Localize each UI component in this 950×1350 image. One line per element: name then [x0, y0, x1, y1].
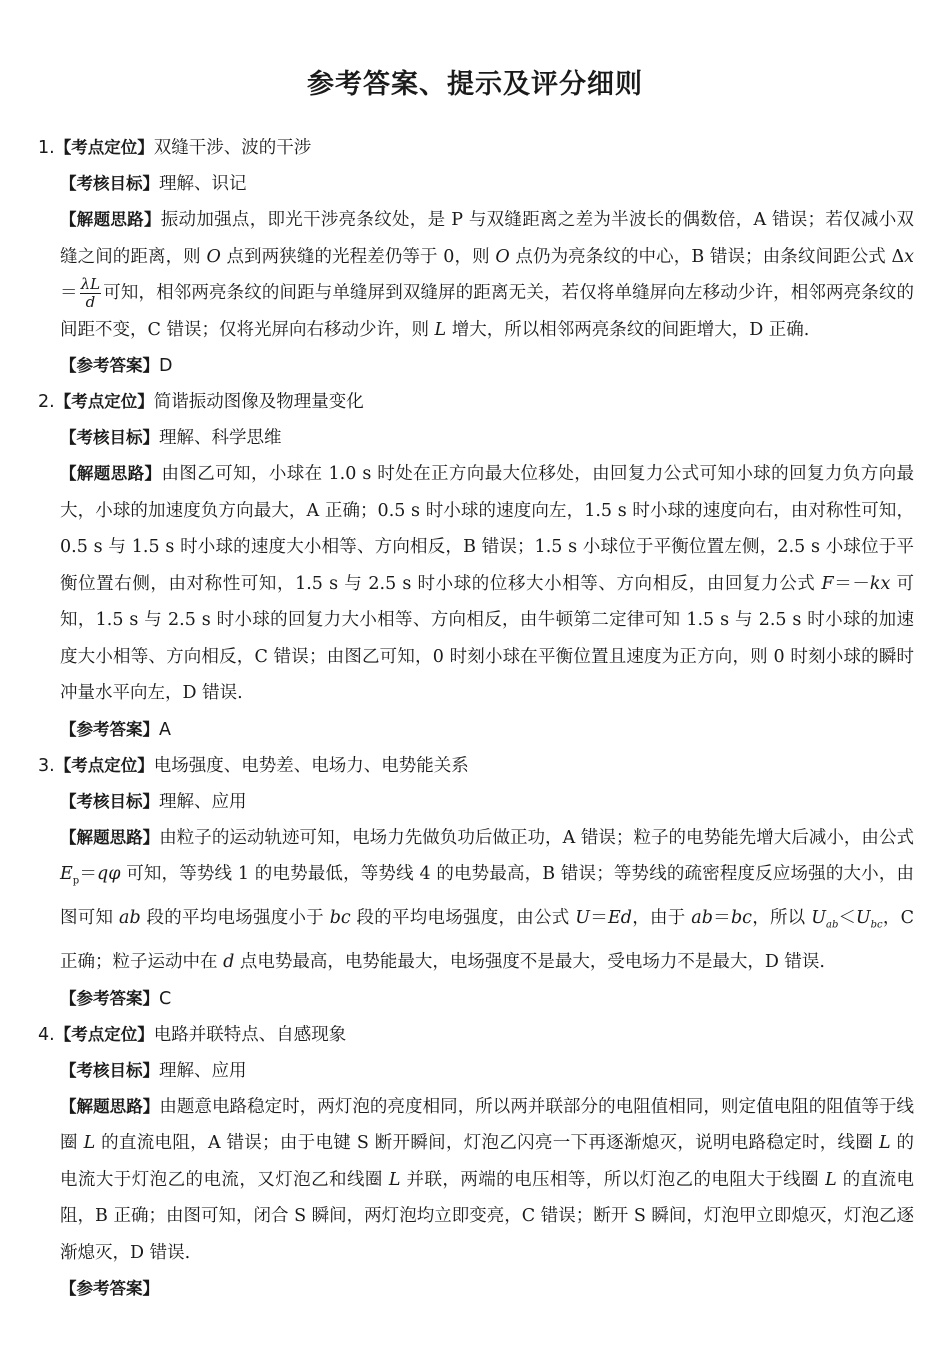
q4-silu-text: 并联，两端的电压相等，所以灯泡乙的电阻大于线圈 — [400, 1169, 826, 1190]
q3-mubiao-line — [38, 784, 914, 820]
q3-var: ab — [691, 908, 713, 928]
q1-mubiao-line — [38, 166, 914, 202]
q3-var: E — [60, 864, 73, 884]
q2-kaodian-text: 简谐振动图像及物理量变化 — [153, 392, 364, 412]
q3-var: bc — [730, 908, 752, 928]
q3-silu-text: 由粒子的运动轨迹可知，电场力先做负功后做正功，A 错误；粒子的电势能先增大后减小，由公式 — [159, 827, 915, 848]
q1-silu-text: 点仍为亮条纹的中心，B 错误；由条纹间距公式 Δ — [509, 246, 905, 267]
q2-mubiao-label: 【考核目标】 — [60, 428, 159, 447]
q2-number: 2. — [38, 392, 55, 412]
q3-kaodian-label: 【考点定位】 — [54, 755, 154, 775]
q4-silu-text: 的电流大于灯泡乙的电流，又灯泡乙和线圈 — [60, 1133, 914, 1190]
q4-var: L — [879, 1133, 891, 1153]
q2-daan-label: 【参考答案】 — [60, 719, 159, 739]
q1-silu-text: 振动加强点，即光干涉亮条纹处，是 P 与双缝距离之差为半波长的偶数倍，A 错误；若仅减小双缝之间的距离，则 — [60, 210, 915, 267]
q1-silu-text: 点到两狭缝的光程差仍等于 0，则 — [220, 246, 496, 267]
q1-var: L — [434, 319, 447, 340]
q4-kaodian-text: 电路并联特点、自感现象 — [153, 1024, 347, 1045]
fraction-denominator: d — [85, 293, 96, 311]
q4-mubiao-label: 【考核目标】 — [60, 1060, 159, 1080]
q3-daan-line — [38, 981, 914, 1017]
q1-daan-value: D — [159, 356, 173, 376]
q4-mubiao-text: 理解、应用 — [159, 1060, 247, 1081]
question-3 — [38, 748, 914, 1017]
q3-subscript: bc — [870, 919, 883, 931]
q3-silu-text: 点电势最高，电势能最大，电场强度不是最大，受电场力不是最大，D 错误. — [234, 952, 825, 972]
q2-silu-text: 可知，1.5 s 与 2.5 s 时小球的回复力大小相等、方向相反，由牛顿第二定律可知 1.5 s 与 2.5 s 时小球的加速度大小相等、方向相反，C 错误；由图乙可知，0 时刻小球在平衡位置且速度为正方向，则 0 时刻小球的瞬时冲量水平向左，D 错误. — [60, 573, 914, 703]
answer-content — [38, 130, 914, 1307]
q3-silu-text: ＝ — [79, 864, 98, 884]
q3-subscript: p — [72, 875, 80, 887]
q3-silu-text: 段的平均电场强度小于 — [140, 908, 330, 928]
q1-mubiao-label: 【考核目标】 — [60, 174, 159, 193]
q3-silu-text: ＝ — [712, 908, 731, 928]
q3-var: U — [811, 908, 826, 928]
q3-var: d — [223, 952, 235, 972]
q3-kaodian-text: 电场强度、电势差、电场力、电势能关系 — [153, 755, 469, 776]
q4-var: L — [825, 1169, 837, 1190]
q3-var: bc — [329, 908, 351, 928]
q4-silu-text: 由题意电路稳定时，两灯泡的亮度相同，所以两并联部分的电阻值相同，则定值电阻的阻值等于线圈 — [60, 1096, 914, 1153]
question-1 — [38, 130, 914, 384]
q4-number: 4. — [38, 1024, 55, 1045]
q2-var: F — [821, 573, 834, 594]
q1-silu-text: ＝ — [60, 283, 78, 303]
q3-daan-value: C — [159, 988, 172, 1009]
q3-silu-text: 段的平均电场强度，由公式 — [350, 908, 576, 928]
q1-silu-text: 可知，相邻两亮条纹的间距与单缝屏到双缝屏的距离无关，若仅将单缝屏向左移动少许，相邻两亮条纹的间距不变，C 错误；仅将光屏向右移动少许，则 — [60, 283, 915, 340]
q4-kaodian-line — [38, 1017, 914, 1053]
q1-var: O — [206, 246, 221, 267]
q4-mubiao-line — [38, 1053, 914, 1089]
q2-daan-value: A — [159, 719, 171, 740]
question-2 — [38, 384, 914, 748]
q4-silu-text: 的直流电阻，A 错误；由于电键 S 断开瞬间，灯泡乙闪亮一下再逐渐熄灭，说明电路稳定时，线圈 — [95, 1133, 879, 1153]
q4-daan-label: 【参考答案】 — [60, 1279, 159, 1298]
q1-silu-paragraph — [38, 202, 914, 348]
q1-kaodian-text: 双缝干涉、波的干涉 — [153, 138, 312, 158]
q4-var: L — [388, 1169, 401, 1190]
page-title: 参考答案、提示及评分细则 — [307, 69, 643, 100]
q3-number: 3. — [38, 755, 55, 776]
q4-var: L — [83, 1133, 96, 1153]
question-4 — [38, 1017, 914, 1308]
fringe-spacing-fraction — [80, 276, 101, 311]
q3-var: Ed — [608, 908, 633, 928]
q2-var: kx — [869, 573, 891, 594]
q1-number: 1. — [38, 138, 55, 158]
q1-silu-label: 【解题思路】 — [60, 210, 161, 229]
q2-kaodian-line — [38, 384, 914, 420]
q1-mubiao-text: 理解、识记 — [159, 174, 247, 194]
q1-daan-label: 【参考答案】 — [60, 356, 159, 375]
q4-daan-line — [38, 1271, 914, 1307]
q3-silu-label: 【解题思路】 — [60, 827, 160, 847]
q3-kaodian-line — [38, 748, 914, 784]
q3-var: U — [855, 908, 871, 928]
q2-kaodian-label: 【考点定位】 — [54, 392, 154, 411]
q1-silu-text: 增大，所以相邻两亮条纹的间距增大，D 正确. — [446, 319, 810, 340]
q4-silu-text: 的直流电阻，B 正确；由图可知，闭合 S 瞬间，两灯泡均立即变亮，C 错误；断开 S 瞬间，灯泡甲立即熄灭，灯泡乙逐渐熄灭，D 错误. — [60, 1169, 914, 1263]
q1-var: O — [495, 246, 510, 267]
q3-silu-text: ，由于 — [632, 908, 692, 928]
q2-silu-text: 由图乙可知，小球在 1.0 s 时处在正方向最大位移处，由回复力公式可知小球的回复力负方向最大，小球的加速度负方向最大，A 正确；0.5 s 时小球的速度向左，1.5 s 时小球的速度向右，由对称性可知，0.5 s 与 1.5 s 时小球的速度大小相等、方向相反，B 错误；1.5 s 小球位于平衡位置左侧，2.5 s 小球位于平衡位置右侧，由对称性可知，1.5 s 与 2.5 s 时小球的位移大小相等、方向相反，由回复力公式 — [60, 464, 915, 594]
q1-daan-line — [38, 348, 914, 384]
q2-silu-paragraph — [38, 456, 914, 712]
q2-silu-label: 【解题思路】 — [60, 464, 162, 483]
q2-mubiao-text: 理解、科学思维 — [159, 428, 282, 448]
q4-silu-label: 【解题思路】 — [60, 1096, 160, 1116]
q3-daan-label: 【参考答案】 — [60, 988, 159, 1008]
q1-kaodian-line — [38, 130, 914, 166]
q4-silu-paragraph — [38, 1089, 914, 1272]
q3-mubiao-label: 【考核目标】 — [60, 791, 159, 811]
q1-var: x — [904, 246, 914, 267]
q3-var: U — [575, 908, 591, 928]
q2-daan-line — [38, 712, 914, 748]
q3-silu-text: ＝ — [590, 908, 609, 928]
q3-silu-text: ，C 正确；粒子运动中在 — [60, 908, 915, 972]
q2-silu-text: ＝－ — [833, 573, 870, 594]
q3-mubiao-text: 理解、应用 — [159, 791, 247, 812]
q3-silu-paragraph — [38, 820, 914, 981]
q3-silu-text: 可知，等势线 1 的电势最低，等势线 4 的电势最高，B 错误；等势线的疏密程度反应场强的大小，由图可知 — [60, 864, 914, 928]
q3-var: ab — [119, 908, 141, 928]
fraction-numerator: λL — [80, 275, 101, 293]
q3-silu-text: ＜ — [838, 908, 856, 928]
q3-subscript: ab — [825, 919, 839, 931]
q1-kaodian-label: 【考点定位】 — [54, 138, 154, 157]
q4-kaodian-label: 【考点定位】 — [54, 1024, 154, 1044]
q3-silu-text: ，所以 — [751, 908, 812, 928]
q3-var: qφ — [97, 864, 121, 884]
q2-mubiao-line — [38, 420, 914, 456]
